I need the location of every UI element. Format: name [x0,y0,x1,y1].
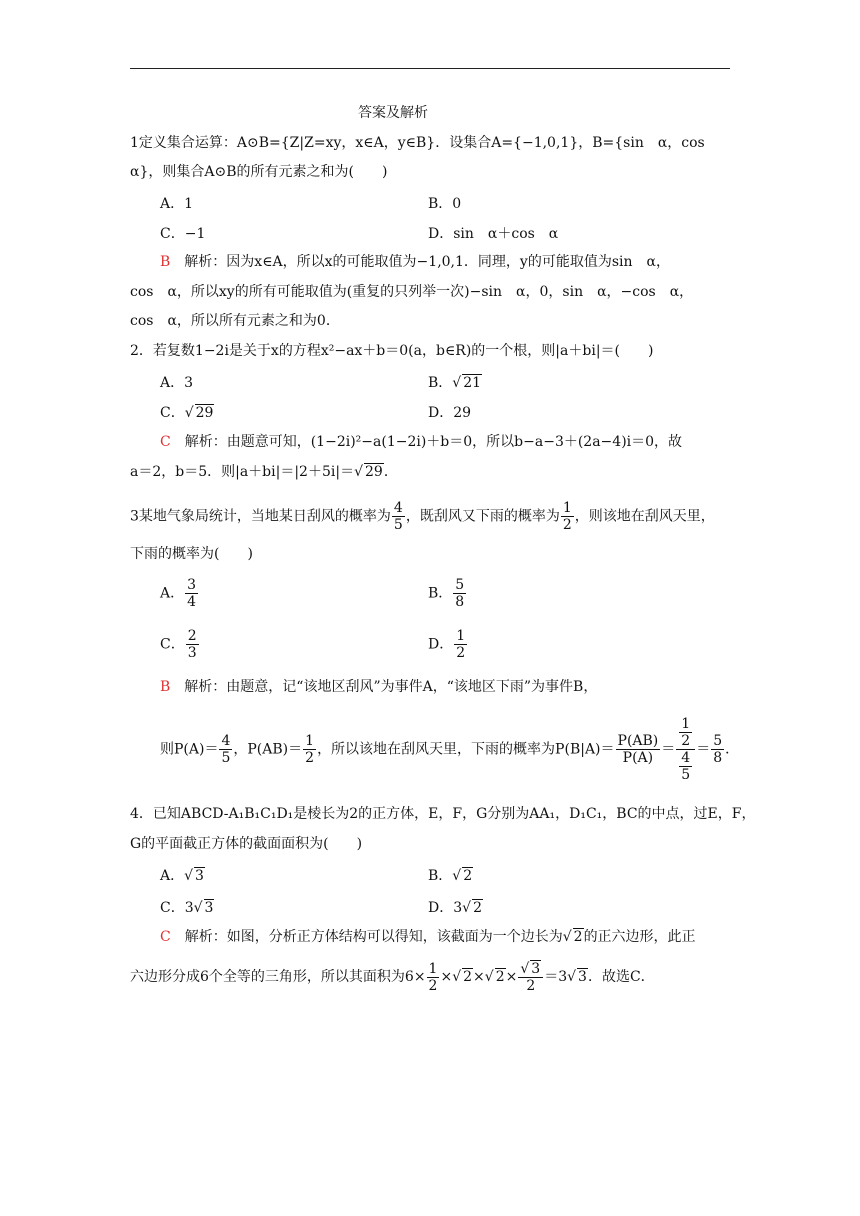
q2-option-c: C．√ 29 [160,405,214,421]
q4-option-a: A．√ 3 [160,868,204,884]
q2-explanation-line1: C 解析：由题意可知，(1−2i)²−a(1−2i)＋b＝0，所以b−a−3＋(2a−4)i＝0，故 [160,434,683,450]
q2-answer: C [160,434,171,450]
q1-option-c: C．−1 [160,226,206,242]
q4-option-b: B．√ 2 [428,868,473,884]
q3-answer: B [160,679,171,695]
q3-stem-line2: 下雨的概率为( ) [130,546,253,562]
q1-option-b: B．0 [428,196,462,212]
q1-explanation-line1 [160,253,670,271]
q2-option-b: B．√ 21 [428,375,482,391]
q4-option-d: D．3√ 2 [428,900,482,916]
q1-answer: B [160,254,171,270]
q2-stem: 2．若复数1−2i是关于x的方程x²−ax＋b＝0(a，b∈R)的一个根，则|a＋bi|＝( ) [130,343,654,359]
q1-option-a: A．1 [160,196,194,212]
q3-explanation-line1: B 解析：由题意，记“该地区刮风”为事件A，“该地区下雨”为事件B， [160,679,598,695]
q4-stem-line1: 4．已知ABCD-A₁B₁C₁D₁是棱长为2的正方体，E，F，G分别为AA₁，D₁C₁，BC的中点，过E，F， [130,806,756,822]
q2-option-a: A．3 [160,375,194,391]
q1-exp1: 解析：因为x∈A，所以x的可能取值为−1,0,1．同理，y的可能取值为sin α， [170,254,670,270]
q1-explanation-line2: cos α，所以xy的所有可能取值为(重复的只列举一次)−sin α，0，sin α，−cos α， [130,284,694,300]
header-rule [130,68,730,69]
q4-explanation-line2: 六边形分成6个全等的三角形，所以其面积为6× $\frac{1}{2}$ ×√ 2×√ 2× $\frac{√ 3}{2}$ ＝3√ 3．故选C． [130,960,655,994]
q4-explanation-line1: C 解析：如图，分析正方体结构可以得知，该截面为一个边长为√ 2的正六边形，此正 [160,929,696,945]
q4-stem-line2: G的平面截正方体的截面面积为( ) [130,836,363,852]
q1-stem-line1: 1定义集合运算：A⊙B={Z|Z=xy，x∈A，y∈B}．设集合A={−1,0,1}，B={sin α，cos [130,135,705,151]
q1-explanation-line3: cos α，所以所有元素之和为0． [130,313,340,329]
q4-answer: C [160,929,171,945]
q3-stem-line1: 3某地气象局统计，当地某日刮风的概率为 $\frac{4}{5}$ ，既刮风又下雨的概率为 $\frac{1}{2}$ ，则该地在刮风天里， [130,500,715,533]
q3-option-a: A． $\frac{3}{4}$ [160,577,197,610]
q3-option-d: D． $\frac{1}{2}$ [428,628,466,661]
q4-option-c: C．3√ 3 [160,900,214,916]
page-title: 答案及解析 [358,105,428,121]
q2-option-d: D．29 [428,405,472,421]
q3-explanation-line2: 则P(A)＝ $\frac{4}{5}$ ，P(AB)＝ $\frac{1}{2}$ ，所以该地在刮风天里，下雨的概率为P(B|A)＝ $\frac{P(AB)}{P(A)}$ ＝ $\frac{\frac{1}{2}}{\frac{4}{5}}$ ＝ $\frac{5}{8}$ ． [160,716,740,783]
q3-option-b: B． $\frac{5}{8}$ [428,577,465,610]
q2-explanation-line2: a＝2，b＝5．则|a＋bi|＝|2＋5i|＝√ 29． [130,464,398,480]
q1-option-d: D．sin α＋cos α [428,226,559,242]
q1-stem-line2: α}，则集合A⊙B的所有元素之和为( ) [130,164,388,180]
q3-option-c: C． $\frac{2}{3}$ [160,628,197,661]
